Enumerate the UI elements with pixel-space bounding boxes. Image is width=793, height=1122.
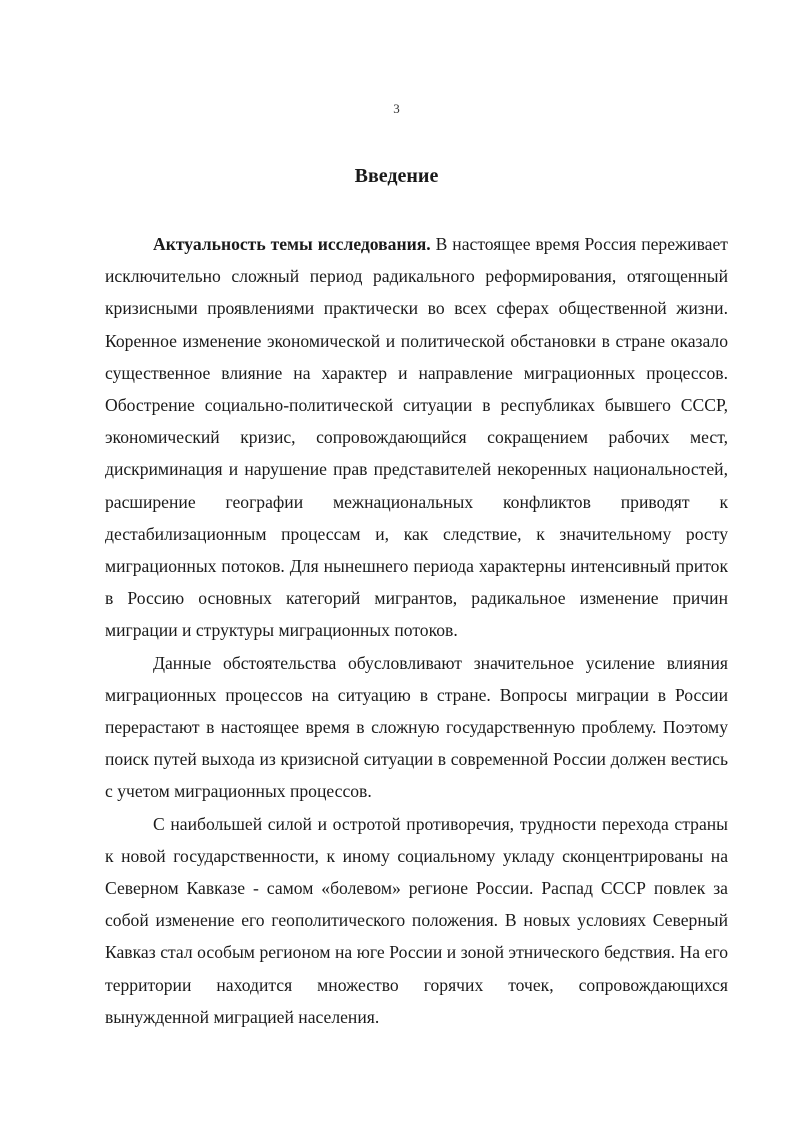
paragraph-circumstances	[105, 647, 728, 808]
page-title: Введение	[354, 165, 439, 187]
paragraph-text: Данные обстоятельства обусловливают значительное усиление влияния миграционных процессов на ситуацию в стране. Вопросы миграции в России перерастают в настоящее время в сложную государственную проблему. Поэтому поиск путей выхода из кризисной ситуации в современной России должен вестись с учетом миграционных процессов.	[105, 652, 728, 802]
paragraph-text: С наибольшей силой и остротой противоречия, трудности перехода страны к новой государственности, к иному социальному укладу сконцентрированы на Северном Кавказе - самом «болевом» регионе России. Распад СССР повлек за собой изменение его геополитического положения. В новых условиях Северный Кавказ стал особым регионом на юге России и зоной этнического бедствия. На его территории находится множество горячих точек, сопровождающихся вынужденной миграцией населения.	[105, 813, 728, 1027]
body-text	[105, 228, 728, 1033]
paragraph-north-caucasus	[105, 808, 728, 1033]
paragraph-lead: Актуальность темы исследования.	[153, 234, 431, 254]
page-number: 3	[393, 101, 400, 116]
paragraph-relevance	[105, 228, 728, 647]
paragraph-text: В настоящее время Россия переживает исключительно сложный период радикального реформирования, отягощенный кризисными проявлениями практически во всех сферах общественной жизни. Коренное изменение экономической и политической обстановки в стране оказало существенное влияние на характер и направление миграционных процессов. Обострение социально-политической ситуации в республиках бывшего СССР, экономический кризис, сопровождающийся сокращением рабочих мест, дискриминация и нарушение прав представителей некоренных национальностей, расширение географии межнациональных конфликтов приводят к дестабилизационным процессам и, как следствие, к значительному росту миграционных потоков. Для нынешнего периода характерны интенсивный приток в Россию основных категорий мигрантов, радикальное изменение причин миграции и структуры миграционных потоков.	[105, 234, 728, 641]
